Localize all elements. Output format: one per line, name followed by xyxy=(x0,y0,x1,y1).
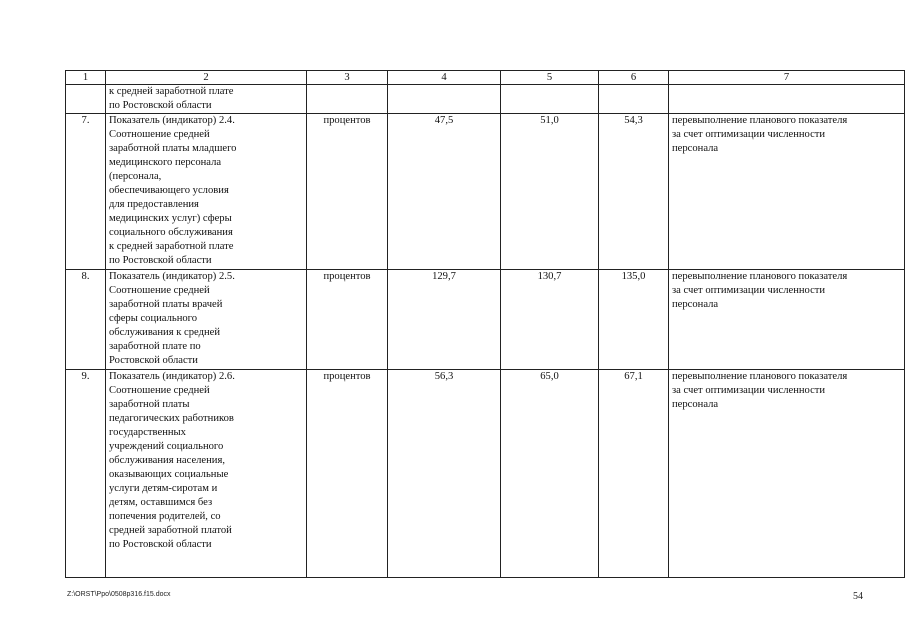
indicator-name-line: заработной плате по xyxy=(109,341,201,352)
row-number-cell: 9. xyxy=(66,370,106,578)
indicator-name-line: по Ростовской области xyxy=(109,255,212,266)
row-number-cell xyxy=(66,85,106,114)
indicator-name-line: заработной платы младшего xyxy=(109,143,237,154)
indicator-name-line: средней заработной платой xyxy=(109,525,232,536)
note-line: персонала xyxy=(672,143,719,154)
indicator-name-line: к средней заработной плате xyxy=(109,86,234,97)
note-line: за счет оптимизации численности xyxy=(672,285,826,296)
indicator-name-line: обслуживания к средней xyxy=(109,327,221,338)
indicator-name-line: Показатель (индикатор) 2.6. xyxy=(109,371,235,382)
indicator-name-line: медицинских услуг) сферы xyxy=(109,213,232,224)
value-cell-v4: 129,7 xyxy=(388,270,501,370)
value-cell-v5: 51,0 xyxy=(501,114,599,270)
file-path: Z:\ORST\Ppo\0508p316.f15.docx xyxy=(67,591,171,598)
indicator-name-line: по Ростовской области xyxy=(109,539,212,550)
indicator-name-line: детям, оставшимся без xyxy=(109,497,213,508)
value-cell-v5: 130,7 xyxy=(501,270,599,370)
indicator-name-line: по Ростовской области xyxy=(109,100,212,111)
value-cell-v6 xyxy=(599,85,669,114)
value-cell-v6: 54,3 xyxy=(599,114,669,270)
header-cell: 5 xyxy=(501,71,599,85)
value-cell-v5: 65,0 xyxy=(501,370,599,578)
row-number-cell: 7. xyxy=(66,114,106,270)
indicator-name-line: оказывающих социальные xyxy=(109,469,229,480)
table-row xyxy=(66,114,905,270)
indicator-name-cell xyxy=(106,270,307,370)
indicator-name-line: Соотношение средней xyxy=(109,385,210,396)
indicator-name-line: Соотношение средней xyxy=(109,129,210,140)
value-cell-v6: 135,0 xyxy=(599,270,669,370)
value-cell-v4: 47,5 xyxy=(388,114,501,270)
header-cell: 6 xyxy=(599,71,669,85)
indicator-name-line: Ростовской области xyxy=(109,355,198,366)
header-cell: 7 xyxy=(669,71,905,85)
indicator-name-cell xyxy=(106,114,307,270)
indicator-name-line: (персонала, xyxy=(109,171,162,182)
value-cell-v4 xyxy=(388,85,501,114)
indicator-name-line: Показатель (индикатор) 2.4. xyxy=(109,115,235,126)
indicator-name-line: государственных xyxy=(109,427,186,438)
value-cell-v5 xyxy=(501,85,599,114)
indicator-name-line: Соотношение средней xyxy=(109,285,210,296)
note-cell xyxy=(669,370,905,578)
indicator-name-line: обеспечивающего условия xyxy=(109,185,229,196)
indicator-name-line: обслуживания населения, xyxy=(109,455,225,466)
value-cell-v6: 67,1 xyxy=(599,370,669,578)
indicator-name-line: медицинского персонала xyxy=(109,157,222,168)
indicator-name-line: Показатель (индикатор) 2.5. xyxy=(109,271,235,282)
unit-cell: процентов xyxy=(307,370,388,578)
indicator-name-cell xyxy=(106,370,307,578)
value-cell-v4: 56,3 xyxy=(388,370,501,578)
column-number-row xyxy=(66,71,905,85)
row-number-cell: 8. xyxy=(66,270,106,370)
note-line: за счет оптимизации численности xyxy=(672,129,826,140)
indicator-name-line: заработной платы врачей xyxy=(109,299,223,310)
note-cell xyxy=(669,114,905,270)
page-number: 54 xyxy=(853,591,863,602)
header-cell: 2 xyxy=(106,71,307,85)
note-line: перевыполнение планового показателя xyxy=(672,371,848,382)
note-cell xyxy=(669,270,905,370)
indicator-name-line: педагогических работников xyxy=(109,413,234,424)
indicator-name-line: попечения родителей, со xyxy=(109,511,221,522)
header-cell: 3 xyxy=(307,71,388,85)
header-cell: 1 xyxy=(66,71,106,85)
indicators-table xyxy=(65,70,905,578)
note-line: персонала xyxy=(672,399,719,410)
table-row xyxy=(66,85,905,114)
note-cell xyxy=(669,85,905,114)
table-row xyxy=(66,370,905,578)
indicator-name-cell xyxy=(106,85,307,114)
indicator-name-line: к средней заработной плате xyxy=(109,241,234,252)
unit-cell: процентов xyxy=(307,114,388,270)
note-line: за счет оптимизации численности xyxy=(672,385,826,396)
indicator-name-line: для предоставления xyxy=(109,199,199,210)
unit-cell xyxy=(307,85,388,114)
note-line: персонала xyxy=(672,299,719,310)
header-cell: 4 xyxy=(388,71,501,85)
indicator-name-line: заработной платы xyxy=(109,399,190,410)
table-row xyxy=(66,270,905,370)
indicator-name-line: услуги детям-сиротам и xyxy=(109,483,218,494)
note-line: перевыполнение планового показателя xyxy=(672,115,848,126)
indicator-name-line: социального обслуживания xyxy=(109,227,233,238)
indicator-name-line: учреждений социального xyxy=(109,441,224,452)
note-line: перевыполнение планового показателя xyxy=(672,271,848,282)
indicator-name-line: сферы социального xyxy=(109,313,198,324)
unit-cell: процентов xyxy=(307,270,388,370)
